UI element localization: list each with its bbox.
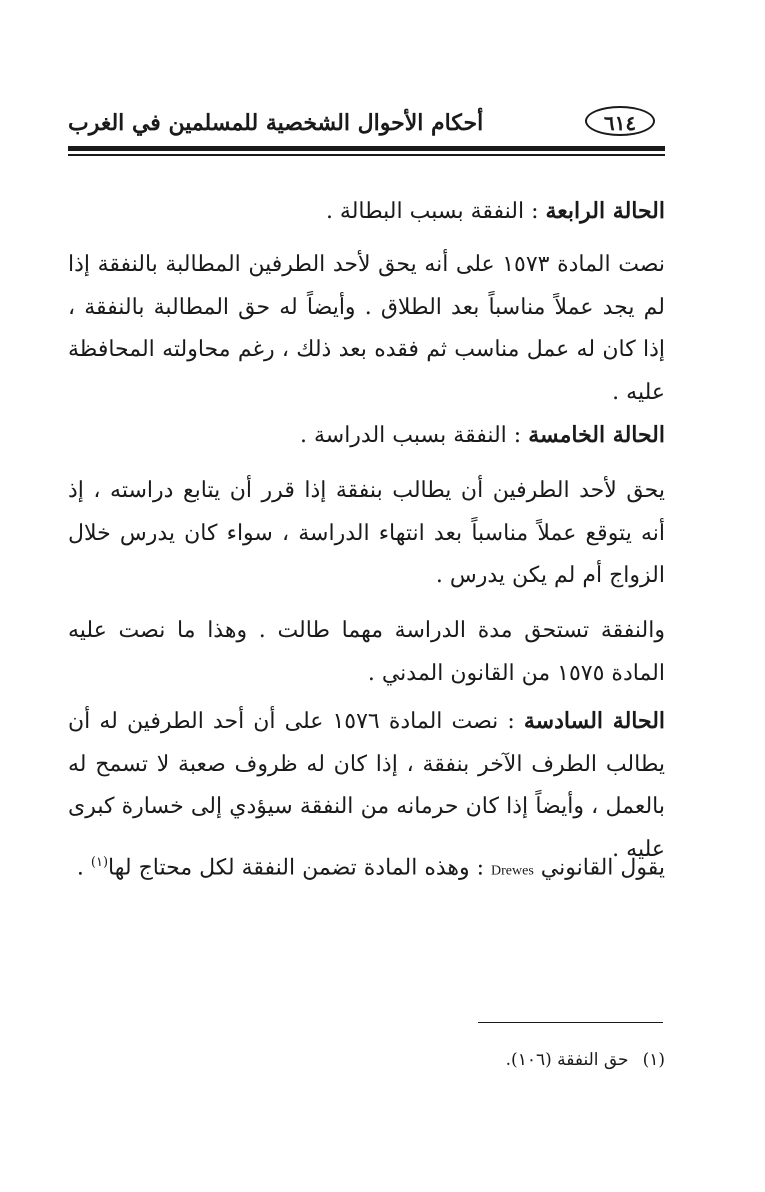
author-name: Drewes [491, 863, 534, 879]
footnote-rule [478, 1022, 663, 1023]
case5-heading: الحالة الخامسة [528, 422, 665, 448]
header-rule-thin [68, 154, 665, 156]
case5-heading-line [68, 414, 665, 458]
case4-text: : النفقة بسبب البطالة . [325, 199, 539, 224]
footnote-reference: (١) [90, 855, 109, 870]
para5-rest: : وهذه المادة تضمن النفقة لكل محتاج لها [108, 855, 485, 881]
running-title: أحكام الأحوال الشخصية للمسلمين في الغرب [68, 110, 484, 136]
case6-text: : نصت المادة ١٥٧٦ على أن أحد الطرفين له أن يطالب الطرف الآخر بنفقة ، إذا كان له ظروف صعبة لا تسمح له بالعمل ، وأيضاً إذا كان حرمانه من النفقة سيؤدي إلى خسارة كبرى عليه . [68, 709, 665, 862]
paragraph-1: نصت المادة ١٥٧٣ على أنه يحق لأحد الطرفين المطالبة بالنفقة إذا لم يجد عملاً مناسباً بعد الطلاق . وأيضاً له حق المطالبة بالنفقة ، إذا كان له عمل مناسب ثم فقده بعد ذلك ، رغم محاولته المحافظة عليه . [68, 252, 665, 405]
header-rule-thick [68, 146, 665, 151]
case4-heading-line [68, 190, 665, 234]
footnote [68, 1048, 665, 1072]
paragraph-5 [68, 842, 665, 893]
paragraph-2: يحق لأحد الطرفين أن يطالب بنفقة إذا قرر أن يتابع دراسته ، إذ أنه يتوقع عملاً مناسباً بعد انتهاء الدراسة ، سواء كان يدرس خلال الزواج أم لم يكن يدرس . [68, 478, 665, 588]
para5-start: يقول القانوني [540, 855, 665, 881]
para5-end: . [76, 855, 91, 881]
case4-heading: الحالة الرابعة [545, 198, 665, 224]
case5-text: : النفقة بسبب الدراسة . [299, 423, 522, 448]
case6-heading: الحالة السادسة [523, 708, 666, 734]
page-header [68, 98, 665, 144]
page-number: ٦١٤ [585, 106, 655, 136]
footnote-text: حق النفقة (١٠٦). [505, 1050, 629, 1070]
paragraph-3: والنفقة تستحق مدة الدراسة مهما طالت . وهذا ما نصت عليه المادة ١٥٧٥ من القانون المدني . [68, 618, 665, 686]
footnote-number: (١) [642, 1050, 665, 1070]
